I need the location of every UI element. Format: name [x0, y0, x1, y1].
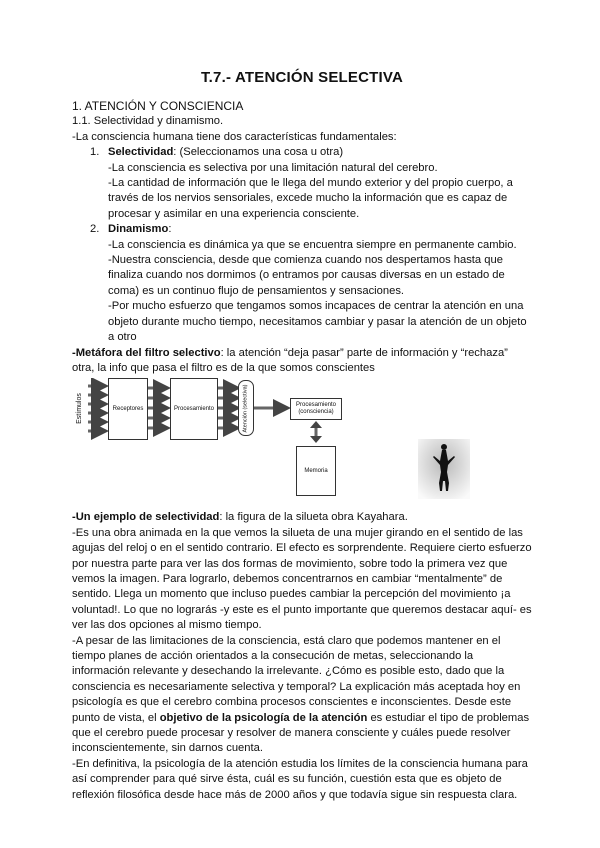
selectividad-line: -La consciencia es selectiva por una limitación natural del cerebro.: [108, 161, 438, 174]
receptors-box: Receptores: [108, 378, 148, 440]
metaphor-text: -Metáfora del filtro selectivo: la atención “deja pasar” parte de información y “rechaza” otra, la info que pasa el filtro es de la que somos conscientes: [72, 346, 508, 374]
paragraph-3: -En definitiva, la psicología de la atención estudia los límites de la consciencia humana para así comprender para qué sirve ésta, cuál es su función, cuestión esta que es objeto de reflexión filosófica desde hace más de 2000 años y que todavía sigue sin respuesta clara.: [72, 757, 528, 801]
paragraph-1: -Es una obra animada en la que vemos la silueta de una mujer girando en el sentido de las agujas del reloj o en el sentido contrario. El efecto es sorprendente. Requiere cierto esfuerzo por nuestra parte para ver las dos formas de movimiento, sobre todo la primera vez que vemos la imagen. Para lograrlo, debemos concentrarnos en cambiar “mentalmente” de sentido. Llega un momento que incluso puedes cambiar la percepción del movimiento ¡a voluntad!. Lo que no lograrás -y este es el punto importante que queremos destacar aquí- es ver las dos opciones al mismo tiempo.: [72, 526, 532, 632]
paragraph-2: -A pesar de las limitaciones de la consciencia, está claro que podemos mantener en el tiempo planes de acción orientados a la consecución de metas, seleccionando la información relevante y desechando la irrelevante. ¿Cómo es posible esto, dado que la consciencia es necesariamente selectiva y temporal? La explicación más aceptada hoy en psicología es que el cerebro combina procesos conscientes e inconscientes. Desde este punto de vista, el objetivo de la psicología de la atención es estudiar el tipo de problemas que el cerebro puede procesar y resolver de manera consciente y cuáles puede resolver inconscientemente, sin darnos cuenta.: [72, 634, 530, 755]
consciousness-box: Procesamiento (consciencia): [290, 398, 342, 420]
dinamismo-line: -La consciencia es dinámica ya que se encuentra siempre en permanente cambio.: [108, 238, 517, 251]
stimuli-label: Estímulos: [72, 380, 86, 436]
list-item-selectividad: 1. Selectividad: (Seleccionamos una cosa u otra): [90, 146, 344, 159]
attention-filter-box: Atención (selectiva): [238, 380, 254, 436]
selectividad-line: -La cantidad de información que le llega del mundo exterior y del propio cuerpo, a través de los nervios sensoriales, excede mucho la información que es capaz de procesar y asimilar en una experiencia consciente.: [108, 177, 513, 220]
dinamismo-line: -Por mucho esfuerzo que tengamos somos incapaces de centrar la atención en una objeto durante mucho tiempo, necesitamos cambiar y pasar la atención de un objeto a otro: [108, 300, 527, 344]
term-selectividad: Selectividad: [108, 146, 174, 159]
processing-box: Procesamiento: [170, 378, 218, 440]
memory-box: Memoria: [296, 446, 336, 496]
list-item-dinamismo: 2. Dinamismo:: [90, 223, 172, 236]
section-heading: 1. ATENCIÓN Y CONSCIENCIA: [72, 99, 244, 114]
dinamismo-line: -Nuestra consciencia, desde que comienza cuando nos despertamos hasta que finaliza cuando nos dormimos (o entramos por causas diversas en un estado de coma) es un continuo flujo de pensamientos y sensaciones.: [108, 254, 505, 297]
page-title: T.7.- ATENCIÓN SELECTIVA: [200, 69, 404, 86]
term-dinamismo: Dinamismo: [108, 223, 169, 236]
document-page: [72, 70, 532, 803]
silhouette-figure: [418, 439, 470, 499]
example-text: -Un ejemplo de selectividad: la figura de la silueta obra Kayahara.: [72, 511, 408, 524]
intro-text: -La consciencia humana tiene dos características fundamentales:: [72, 130, 397, 143]
selective-filter-diagram: [72, 378, 532, 508]
subsection-heading: 1.1. Selectividad y dinamismo.: [72, 115, 224, 128]
